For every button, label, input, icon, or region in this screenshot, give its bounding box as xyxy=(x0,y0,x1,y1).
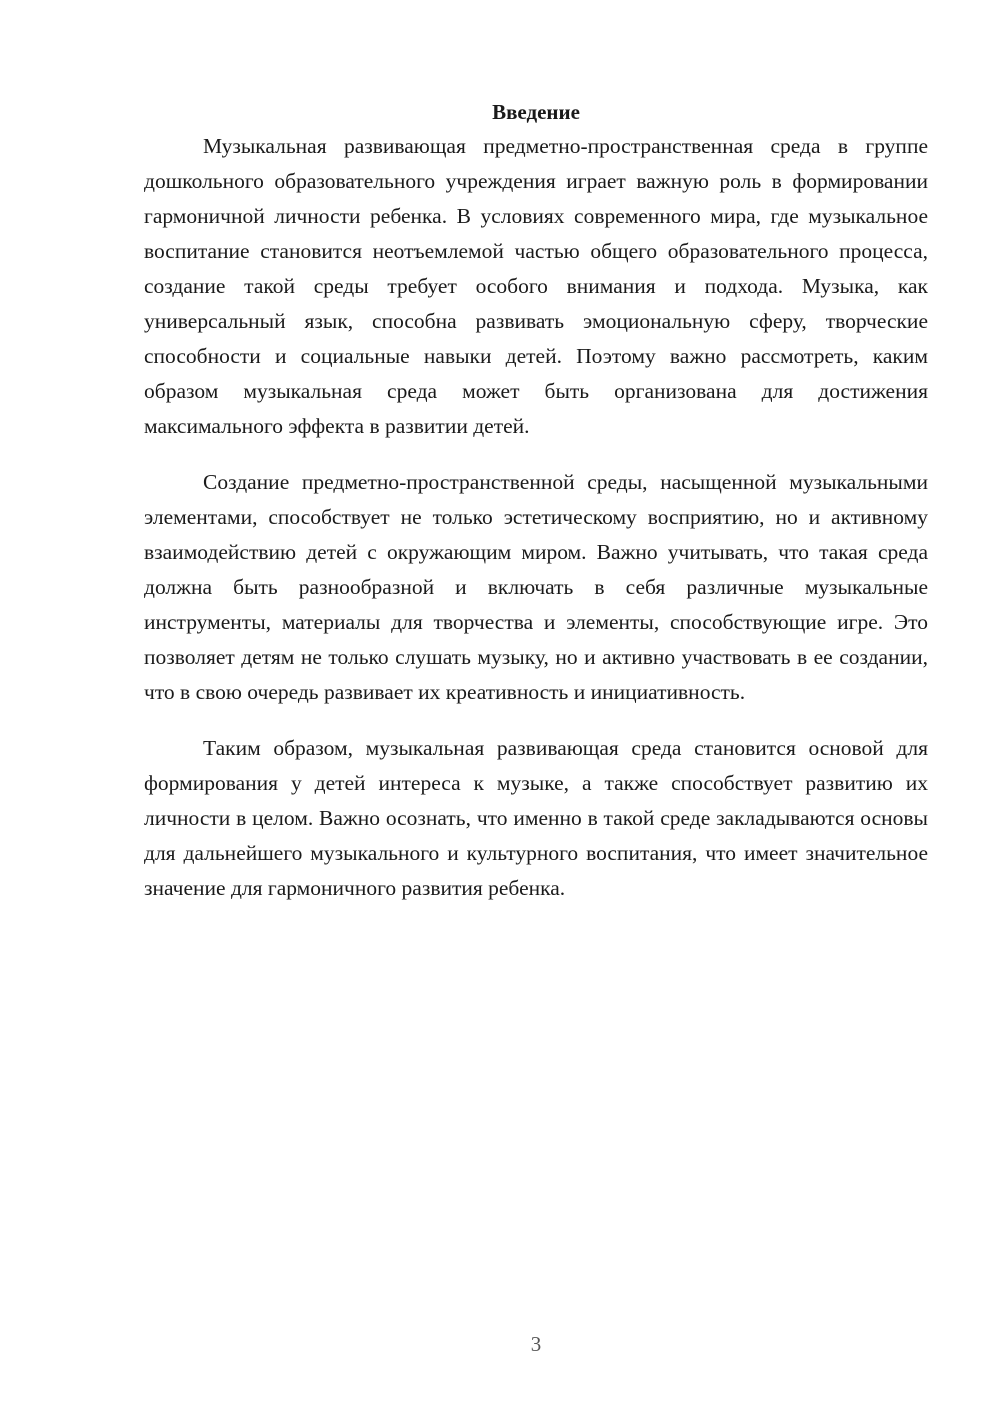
paragraph-2: Создание предметно-пространственной среды, насыщенной музыкальными элементами, способствует не только эстетическому восприятию, но и активному взаимодействию детей с окружающим миром. Важно учитывать, что такая среда должна быть разнообразной и включать в себя различные музыкальные инструменты, материалы для творчества и элементы, способствующие игре. Это позволяет детям не только слушать музыку, но и активно участвовать в ее создании, что в свою очередь развивает их креативность и инициативность. xyxy=(144,470,928,704)
page-content xyxy=(144,96,928,927)
section-heading: Введение xyxy=(492,100,580,124)
paragraph-1: Музыкальная развивающая предметно-пространственная среда в группе дошкольного образовательного учреждения играет важную роль в формировании гармоничной личности ребенка. В условиях современного мира, где музыкальное воспитание становится неотъемлемой частью общего образовательного процесса, создание такой среды требует особого внимания и подхода. Музыка, как универсальный язык, способна развивать эмоциональную сферу, творческие способности и социальные навыки детей. Поэтому важно рассмотреть, каким образом музыкальная среда может быть организована для достижения максимального эффекта в развитии детей. xyxy=(144,134,928,438)
page-number: 3 xyxy=(530,1332,542,1356)
paragraph-3: Таким образом, музыкальная развивающая среда становится основой для формирования у детей интереса к музыке, а также способствует развитию их личности в целом. Важно осознать, что именно в такой среде закладываются основы для дальнейшего музыкального и культурного воспитания, что имеет значительное значение для гармоничного развития ребенка. xyxy=(144,736,928,900)
